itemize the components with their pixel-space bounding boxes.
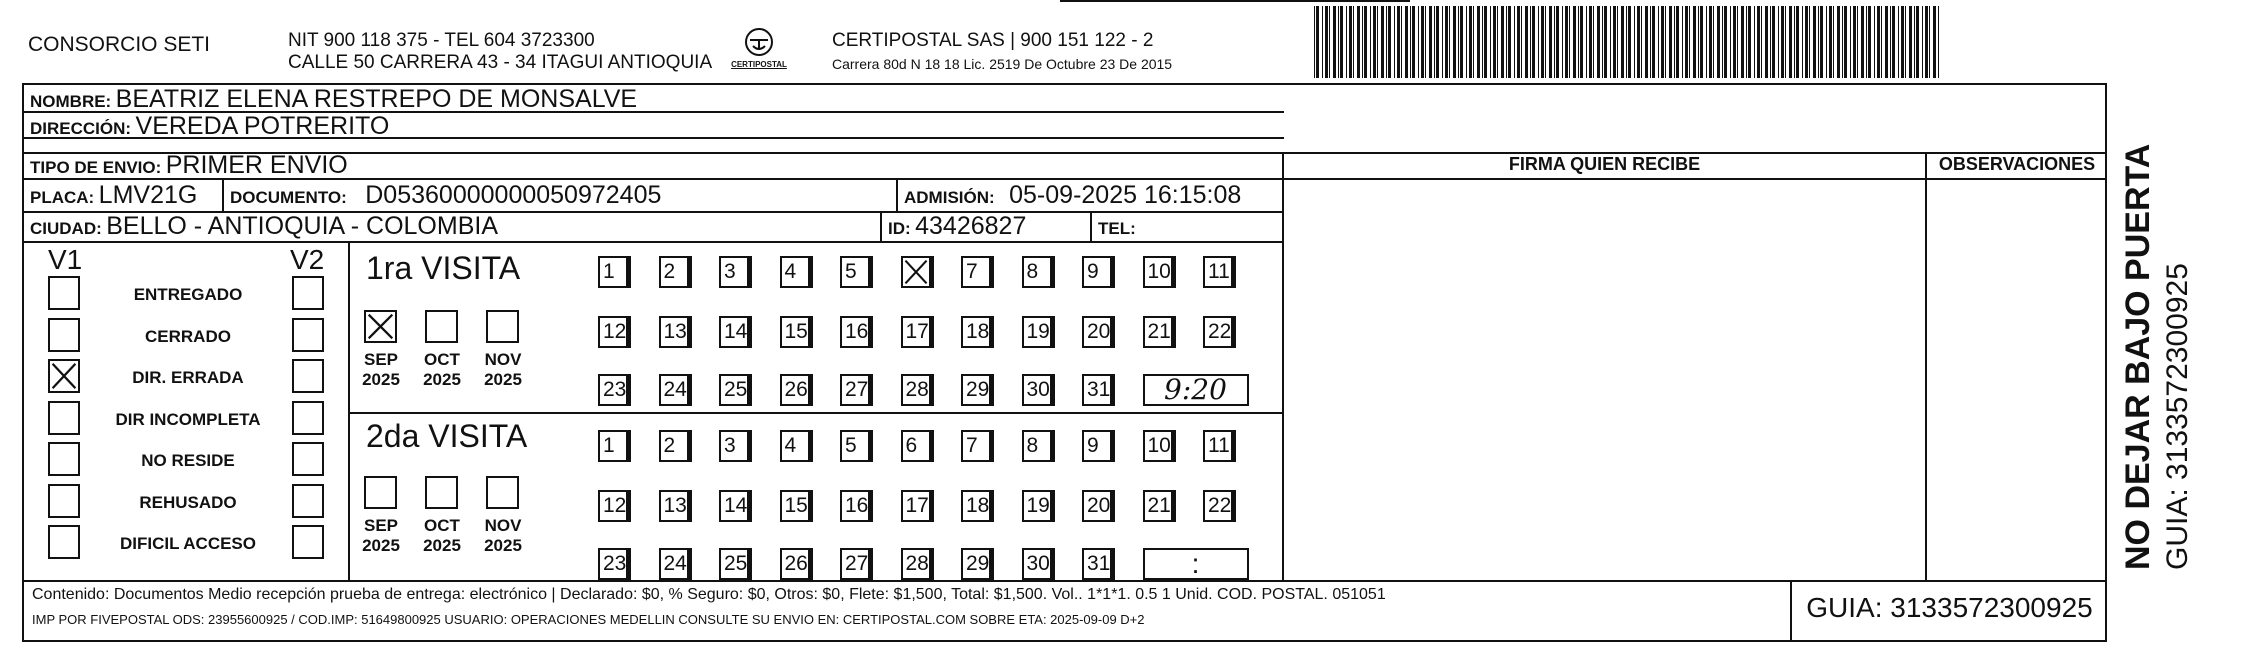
visit2-day-box[interactable]: 22 bbox=[1203, 490, 1233, 522]
status-v2-checkbox[interactable] bbox=[292, 318, 324, 352]
visit1-month-checkbox[interactable] bbox=[364, 310, 397, 343]
visit1-day-box[interactable]: 17 bbox=[901, 316, 931, 348]
visit1-day-box[interactable]: 19 bbox=[1022, 316, 1052, 348]
status-v2-checkbox[interactable] bbox=[292, 525, 324, 559]
visit2-day-box[interactable]: 11 bbox=[1203, 430, 1233, 462]
visit2-day-box[interactable]: 29 bbox=[961, 548, 991, 580]
visit1-day-box[interactable]: 2 bbox=[659, 256, 689, 288]
visit2-day-box[interactable]: 9 bbox=[1082, 430, 1112, 462]
status-v1-checkbox[interactable] bbox=[48, 318, 80, 352]
status-row bbox=[48, 401, 330, 435]
visit2-year-label: 2025 bbox=[362, 536, 400, 555]
visit1-year-label: 2025 bbox=[484, 370, 522, 389]
logo-caption: CERTIPOSTAL bbox=[731, 60, 787, 69]
v2-header: V2 bbox=[290, 244, 325, 275]
firma-header: FIRMA QUIEN RECIBE bbox=[1508, 154, 1701, 174]
address-line: CALLE 50 CARRERA 43 - 34 ITAGUI ANTIOQUIA bbox=[288, 52, 713, 73]
visit2-day-box[interactable]: 23 bbox=[598, 548, 628, 580]
visit2-day-box[interactable]: 27 bbox=[840, 548, 870, 580]
nombre-label: NOMBRE: bbox=[30, 92, 112, 111]
visit1-day-box[interactable]: 18 bbox=[961, 316, 991, 348]
status-v1-checkbox[interactable] bbox=[48, 442, 80, 476]
visit1-month-label: SEP bbox=[363, 350, 399, 369]
visit2-day-box[interactable]: 12 bbox=[598, 490, 628, 522]
tipo-envio-label: TIPO DE ENVIO: bbox=[30, 158, 162, 177]
tipo-envio-value: PRIMER ENVIO bbox=[165, 151, 348, 179]
visit1-day-box[interactable]: 23 bbox=[598, 374, 628, 406]
status-v2-checkbox[interactable] bbox=[292, 276, 324, 310]
visit1-day-box[interactable]: 26 bbox=[780, 374, 810, 406]
visit2-day-box[interactable]: 13 bbox=[659, 490, 689, 522]
visit1-month-label: NOV bbox=[484, 350, 522, 369]
status-label: CERRADO bbox=[145, 326, 231, 346]
visit1-day-box[interactable]: 8 bbox=[1022, 256, 1052, 288]
id-field bbox=[888, 213, 1026, 243]
nombre-value: BEATRIZ ELENA RESTREPO DE MONSALVE bbox=[115, 85, 638, 113]
visit1-day-box[interactable]: 27 bbox=[840, 374, 870, 406]
documento-label: DOCUMENTO: bbox=[230, 188, 347, 207]
visit2-day-box[interactable]: 16 bbox=[840, 490, 870, 522]
certipostal-logo bbox=[728, 26, 790, 74]
tipo-envio-field bbox=[30, 152, 348, 182]
status-label: ENTREGADO bbox=[133, 285, 243, 304]
visit1-day-box[interactable]: 1 bbox=[598, 256, 628, 288]
visit1-day-box[interactable]: 11 bbox=[1203, 256, 1233, 288]
visit2-day-box[interactable]: 20 bbox=[1082, 490, 1112, 522]
ciudad-field bbox=[30, 213, 498, 243]
carrier-line: CERTIPOSTAL SAS | 900 151 122 - 2 bbox=[832, 30, 1154, 51]
status-row bbox=[48, 359, 330, 393]
visit1-month-checkbox[interactable] bbox=[486, 310, 519, 343]
visit2-time-box[interactable]: : bbox=[1143, 548, 1249, 580]
visit2-day-box[interactable]: 7 bbox=[961, 430, 991, 462]
visit2-month-label: SEP bbox=[363, 516, 399, 535]
footer-content-line: Contenido: Documentos Medio recepción prueba de entrega: electrónico | Declarado: $0, % Seguro: $0, Otros: $0, Flete: $1,500, Total: $1,500. Vol.. 1*1*1. 0.5 1 Unid. COD. POSTAL. 051051 bbox=[32, 586, 1386, 603]
visit1-day-box[interactable]: 20 bbox=[1082, 316, 1112, 348]
visit2-month-label: OCT bbox=[424, 516, 460, 535]
ciudad-value: BELLO - ANTIOQUIA - COLOMBIA bbox=[106, 212, 498, 240]
visit1-time-box[interactable]: 9:20 bbox=[1143, 374, 1249, 406]
status-label: DIR. ERRADA bbox=[132, 368, 244, 387]
visit2-day-box[interactable]: 3 bbox=[719, 430, 749, 462]
documento-value: D05360000000050972405 bbox=[365, 181, 662, 209]
visit1-day-box[interactable]: 16 bbox=[840, 316, 870, 348]
side-guia: GUIA: 3133572300925 bbox=[2161, 263, 2194, 570]
ciudad-label: CIUDAD: bbox=[30, 219, 102, 238]
visit2-month-checkbox[interactable] bbox=[486, 476, 519, 509]
visit1-day-box[interactable]: 14 bbox=[719, 316, 749, 348]
visit2-day-box[interactable]: 21 bbox=[1143, 490, 1173, 522]
side-notice: NO DEJAR BAJO PUERTA bbox=[2119, 143, 2157, 570]
visit2-month-checkbox[interactable] bbox=[364, 476, 397, 509]
footer-imp-line: IMP POR FIVEPOSTAL ODS: 23955600925 / COD.IMP: 51649800925 USUARIO: OPERACIONES MEDELLIN CONSULTE SU ENVIO EN: CERTIPOSTAL.COM SOBRE ETA: 2025-09-09 D+2 bbox=[32, 612, 1145, 627]
status-row bbox=[48, 276, 330, 310]
visit1-day-box[interactable]: 13 bbox=[659, 316, 689, 348]
visit2-day-box[interactable]: 28 bbox=[901, 548, 931, 580]
visit1-day-box[interactable]: 9 bbox=[1082, 256, 1112, 288]
status-v2-checkbox[interactable] bbox=[292, 401, 324, 435]
visit2-month-label: NOV bbox=[484, 516, 522, 535]
visit2-day-box[interactable]: 10 bbox=[1143, 430, 1173, 462]
visit2-day-box[interactable]: 30 bbox=[1022, 548, 1052, 580]
visit1-month-label: OCT bbox=[424, 350, 460, 369]
visit1-day-box[interactable]: 4 bbox=[780, 256, 810, 288]
visit2-day-box[interactable]: 4 bbox=[780, 430, 810, 462]
visit2-day-box[interactable]: 25 bbox=[719, 548, 749, 580]
visit2-year-label: 2025 bbox=[423, 536, 461, 555]
status-v1-checkbox[interactable] bbox=[48, 484, 80, 518]
direccion-value: VEREDA POTRERITO bbox=[135, 112, 390, 140]
visit1-year-label: 2025 bbox=[423, 370, 461, 389]
documento-field bbox=[230, 182, 661, 212]
status-row bbox=[48, 525, 330, 559]
nit-line: NIT 900 118 375 - TEL 604 3723300 bbox=[288, 30, 595, 51]
visit1-day-box[interactable]: 15 bbox=[780, 316, 810, 348]
visit2-day-box[interactable]: 1 bbox=[598, 430, 628, 462]
visit2-day-box[interactable]: 8 bbox=[1022, 430, 1052, 462]
visit1-day-box[interactable]: 28 bbox=[901, 374, 931, 406]
visit1-day-box[interactable]: 25 bbox=[719, 374, 749, 406]
visit1-day-box[interactable]: 7 bbox=[961, 256, 991, 288]
direccion-label: DIRECCIÓN: bbox=[30, 119, 132, 138]
admision-value: 05-09-2025 16:15:08 bbox=[1009, 181, 1242, 209]
visit2-day-box[interactable]: 18 bbox=[961, 490, 991, 522]
direccion-field bbox=[30, 113, 389, 143]
visit1-day-box[interactable]: 31 bbox=[1082, 374, 1112, 406]
visit1-day-box[interactable]: 24 bbox=[659, 374, 689, 406]
status-v1-checkbox[interactable] bbox=[48, 276, 80, 310]
visit1-day-box[interactable]: 3 bbox=[719, 256, 749, 288]
visit1-day-box[interactable]: 30 bbox=[1022, 374, 1052, 406]
status-label: NO RESIDE bbox=[141, 451, 235, 470]
visit1-title: 1ra VISITA bbox=[366, 250, 521, 286]
status-row bbox=[48, 318, 330, 352]
visit2-day-box[interactable]: 31 bbox=[1082, 548, 1112, 580]
placa-label: PLACA: bbox=[30, 188, 95, 207]
status-row bbox=[48, 442, 330, 476]
visit2-year-label: 2025 bbox=[484, 536, 522, 555]
visit2-day-box[interactable]: 6 bbox=[901, 430, 931, 462]
placa-field bbox=[30, 182, 197, 212]
visit2-title: 2da VISITA bbox=[366, 418, 528, 454]
visit2-day-box[interactable]: 26 bbox=[780, 548, 810, 580]
status-v2-checkbox[interactable] bbox=[292, 484, 324, 518]
id-label: ID: bbox=[888, 219, 911, 238]
visit1-day-box[interactable]: 22 bbox=[1203, 316, 1233, 348]
id-value: 43426827 bbox=[915, 212, 1027, 240]
company-name: CONSORCIO SETI bbox=[28, 33, 211, 56]
admision-label: ADMISIÓN: bbox=[904, 188, 995, 207]
visit1-day-box[interactable]: 5 bbox=[840, 256, 870, 288]
status-v1-checkbox[interactable] bbox=[48, 359, 80, 393]
visit2-day-box[interactable]: 14 bbox=[719, 490, 749, 522]
visit2-day-box[interactable]: 2 bbox=[659, 430, 689, 462]
admision-field bbox=[904, 182, 1241, 212]
status-row bbox=[48, 484, 330, 518]
tel-label: TEL: bbox=[1098, 219, 1136, 238]
observaciones-header: OBSERVACIONES bbox=[1938, 154, 2096, 174]
status-label: DIFICIL ACCESO bbox=[119, 534, 256, 553]
placa-value: LMV21G bbox=[98, 181, 198, 209]
visit2-month-checkbox[interactable] bbox=[425, 476, 458, 509]
barcode bbox=[1312, 2, 1944, 78]
visit1-day-box[interactable]: 21 bbox=[1143, 316, 1173, 348]
footer-guia: GUIA: 3133572300925 bbox=[1806, 592, 2093, 623]
status-v2-checkbox[interactable] bbox=[292, 442, 324, 476]
tel-field bbox=[1098, 213, 1136, 243]
status-v2-checkbox[interactable] bbox=[292, 359, 324, 393]
visit1-month-checkbox[interactable] bbox=[425, 310, 458, 343]
visit1-day-box[interactable]: 12 bbox=[598, 316, 628, 348]
visit2-day-box[interactable]: 15 bbox=[780, 490, 810, 522]
v1-header: V1 bbox=[48, 244, 83, 275]
status-label: REHUSADO bbox=[139, 492, 237, 512]
visit2-day-box[interactable]: 5 bbox=[840, 430, 870, 462]
visit1-day-box[interactable] bbox=[901, 256, 931, 288]
status-v1-checkbox[interactable] bbox=[48, 401, 80, 435]
visit1-day-box[interactable]: 29 bbox=[961, 374, 991, 406]
visit2-day-box[interactable]: 17 bbox=[901, 490, 931, 522]
visit1-day-box[interactable]: 10 bbox=[1143, 256, 1173, 288]
visit1-year-label: 2025 bbox=[362, 370, 400, 389]
visit2-day-box[interactable]: 24 bbox=[659, 548, 689, 580]
status-v1-checkbox[interactable] bbox=[48, 525, 80, 559]
visit2-day-box[interactable]: 19 bbox=[1022, 490, 1052, 522]
status-label: DIR INCOMPLETA bbox=[115, 409, 261, 429]
license-line: Carrera 80d N 18 18 Lic. 2519 De Octubre 23 De 2015 bbox=[832, 56, 1173, 72]
